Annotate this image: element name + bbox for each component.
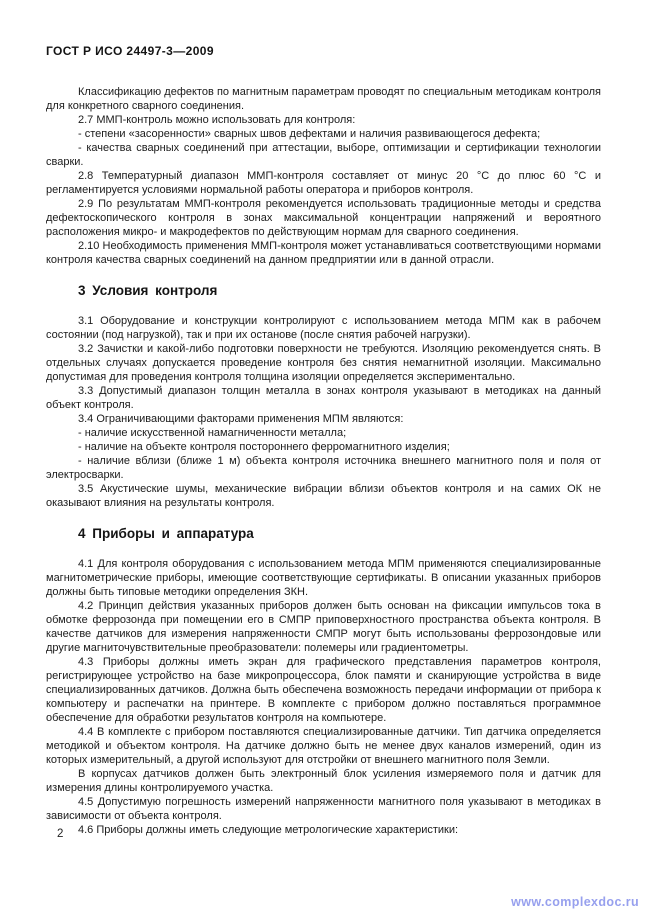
list-item-external-field: - наличие вблизи (ближе 1 м) объекта контроля источника внешнего магнитного поля и поля от электросварки. xyxy=(46,455,601,481)
paragraph-4-6: 4.6 Приборы должны иметь следующие метрологические характеристики: xyxy=(78,824,459,836)
page-number: 2 xyxy=(57,828,64,840)
section-3-heading: 3 Условия контроля xyxy=(78,283,218,298)
paragraph-4-5: 4.5 Допустимую погрешность измерений напряженности магнитного поля указывают в методиках в зависимости от объекта контроля. xyxy=(46,796,601,822)
document-header: ГОСТ Р ИСО 24497-3—2009 xyxy=(46,44,214,58)
list-item-ferromagnetic-object: - наличие на объекте контроля постороннего ферромагнитного изделия; xyxy=(78,441,450,453)
paragraph-3-4: 3.4 Ограничивающими факторами применения МПМ являются: xyxy=(78,413,404,425)
paragraph-4-4: 4.4 В комплекте с прибором поставляются специализированные датчики. Тип датчика определяется методикой и объектом контроля. На датчике должно быть не менее двух каналов измерений, один из которых измерительный, а другой используют для отстройки от внешнего магнитного поля Земли. xyxy=(46,726,601,766)
paragraph-4-4-sensors: В корпусах датчиков должен быть электронный блок усиления измеряемого поля и датчик для измерения длины контролируемого участка. xyxy=(46,768,601,794)
paragraph-2-10: 2.10 Необходимость применения ММП-контроля может устанавливаться соответствующими нормами контроля качества сварных соединений на данном предприятии или в данной отрасли. xyxy=(46,240,601,266)
document-body xyxy=(46,85,601,837)
paragraph-classification: Классификацию дефектов по магнитным параметрам проводят по специальным методикам контроля для конкретного сварного соединения. xyxy=(46,86,601,112)
paragraph-4-2: 4.2 Принцип действия указанных приборов должен быть основан на фиксации импульсов тока в обмотке феррозонда при помещении его в СМПР приповерхностного пространства объекта контроля. В качестве датчиков для измерения напряженности СМПР могут быть использованы феррозондовые или другие магниточувствительные преобразователи: полемеры или градиентометры. xyxy=(46,600,601,654)
paragraph-3-5: 3.5 Акустические шумы, механические вибрации вблизи объектов контроля и на самих ОК не оказывают влияния на результаты контроля. xyxy=(46,483,601,509)
paragraph-3-3: 3.3 Допустимый диапазон толщин металла в зонах контроля указывают в методиках на данный объект контроля. xyxy=(46,385,601,411)
list-item-magnetization: - наличие искусственной намагниченности металла; xyxy=(78,427,347,439)
section-4-heading: 4 Приборы и аппаратура xyxy=(78,526,254,541)
paragraph-2-9: 2.9 По результатам ММП-контроля рекомендуется использовать традиционные методы и средства дефектоскопического контроля в зонах максимальной концентрации напряжений и вероятного расположения микро- и макродефектов по действующим нормам для сварного соединения. xyxy=(46,198,601,238)
list-item-weld-quality: - качества сварных соединений при аттестации, выборе, оптимизации и сертификации технологии сварки. xyxy=(46,142,601,168)
paragraph-4-3: 4.3 Приборы должны иметь экран для графического представления параметров контроля, регистрирующее устройство на базе микропроцессора, блок памяти и сканирующие устройства в виде специализированных датчиков. Должна быть обеспечена возможность передачи информации от прибора к компьютеру и распечатки на принтере. В комплекте с прибором должно поставляться программное обеспечение для обработки результатов контроля на компьютере. xyxy=(46,656,601,724)
paragraph-4-1: 4.1 Для контроля оборудования с использованием метода МПМ применяются специализированные магнитометрические приборы, имеющие соответствующие сертификаты. В описании указанных приборов должны быть типовые методики определения ЗКН. xyxy=(46,558,601,598)
paragraph-2-7: 2.7 ММП-контроль можно использовать для контроля: xyxy=(78,114,356,126)
paragraph-2-8: 2.8 Температурный диапазон ММП-контроля составляет от минус 20 °C до плюс 60 °C и регламентируется условиями нормальной работы оператора и приборов контроля. xyxy=(46,170,601,196)
paragraph-3-1: 3.1 Оборудование и конструкции контролируют с использованием метода МПМ как в рабочем состоянии (под нагрузкой), так и при их останове (после снятия рабочей нагрузки). xyxy=(46,315,601,341)
paragraph-3-2: 3.2 Зачистки и какой-либо подготовки поверхности не требуются. Изоляцию рекомендуется снять. В отдельных случаях допускается проведение контроля без снятия немагнитной изоляции. Максимально допустимая для проведения контроля толщина изоляции определяется экспериментально. xyxy=(46,343,601,383)
list-item-weld-defects: - степени «засоренности» сварных швов дефектами и наличия развивающегося дефекта; xyxy=(78,128,541,140)
watermark-link[interactable]: www.complexdoc.ru xyxy=(511,895,639,909)
